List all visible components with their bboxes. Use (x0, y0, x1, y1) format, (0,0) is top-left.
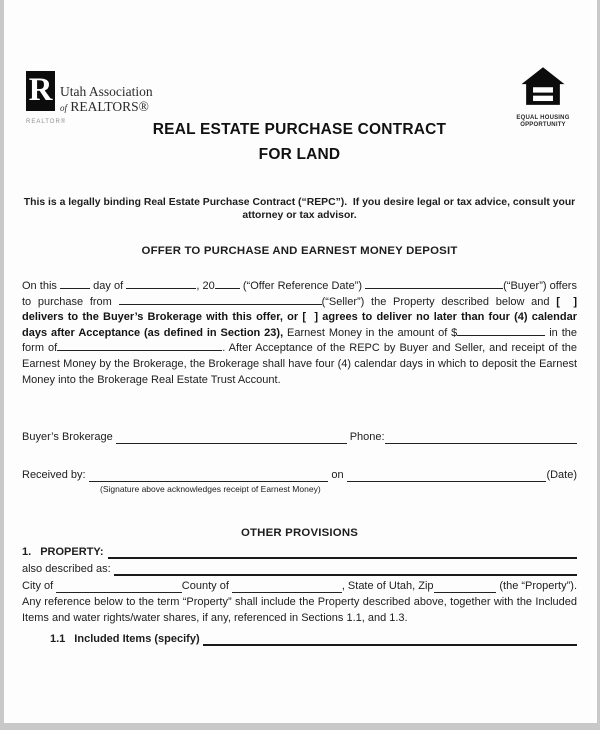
legal-notice: This is a legally binding Real Estate Purchase Contract (“REPC”). If you desire legal or tax advice, consult your attorney or tax advisor. (23, 197, 576, 221)
zip-blank[interactable] (434, 581, 497, 593)
brokerage-name-blank[interactable] (116, 432, 347, 444)
equal-housing-house-icon (520, 67, 566, 109)
offer-text: (“Buyer”) (503, 280, 547, 292)
offer-text: On this (22, 280, 57, 292)
offer-text-bold: agrees to deliver no later than four (4) calendar days after Acceptance (as defined in Section 23), (22, 311, 577, 339)
offer-text: Earnest Money in the amount of $ (287, 326, 458, 339)
received-by-label: Received by: (22, 469, 89, 482)
item1-number: 1. (22, 546, 32, 559)
also-described-row (22, 562, 577, 576)
earnest-amount-blank[interactable] (457, 326, 545, 336)
also-described-blank[interactable] (114, 564, 577, 576)
county-blank[interactable] (232, 581, 342, 593)
phone-label: Phone: (346, 431, 385, 444)
year-blank[interactable] (215, 279, 240, 289)
city-blank[interactable] (56, 581, 182, 593)
equal-housing-label: EQUAL HOUSING OPPORTUNITY (516, 115, 570, 128)
month-blank[interactable] (126, 279, 196, 289)
offer-text: offers to purchase from (22, 280, 577, 308)
realtor-org-name: Utah Association of REALTORS® (60, 84, 153, 114)
offer-text: . After Acceptance of the REPC by Buyer and Seller, and receipt of the Earnest Money by the Brokerage, the Brokerage shall have four (4) calendar days in which to deposit the Earnest Money into the Brokerage Real Estate Trust Account. (22, 342, 577, 386)
offer-text: day of (93, 280, 124, 292)
agrees-checkbox[interactable]: [ ] (302, 311, 319, 324)
item11-number: 1.1 (50, 633, 66, 646)
property-suffix-label: (the “Property”). (496, 580, 577, 593)
offer-text: in the form of (22, 326, 577, 355)
phone-blank[interactable] (385, 432, 577, 444)
payment-form-blank[interactable] (57, 341, 222, 351)
other-provisions-heading: OTHER PROVISIONS (240, 527, 359, 540)
signature-note: (Signature above acknowledges receipt of Earnest Money) (100, 484, 321, 495)
city-county-row (22, 579, 577, 593)
date-label: (Date) (546, 469, 577, 482)
offer-paragraph (22, 279, 577, 388)
received-signature-blank[interactable] (89, 470, 329, 482)
realtor-r-icon: R (26, 71, 55, 111)
received-row (22, 468, 577, 482)
offer-text-bold: delivers to the Buyer’s Brokerage with this offer, or (22, 311, 299, 324)
offer-text: (“Seller”) the Property described below and (321, 295, 550, 308)
offer-section-heading: OFFER TO PURCHASE AND EARNEST MONEY DEPOSIT (141, 245, 458, 257)
seller-name-blank[interactable] (119, 295, 322, 305)
brokerage-row (22, 430, 577, 444)
state-zip-label: , State of Utah, Zip (341, 580, 434, 593)
buyer-name-blank[interactable] (365, 279, 503, 289)
property-reference-text: Any reference below to the term “Property” shall include the Property described above, together with the Included Items and water rights/water shares, if any, referenced in Sections 1.1, and 1.3. (22, 596, 577, 624)
delivers-checkbox[interactable]: [ ] (556, 295, 577, 308)
also-described-label: also described as: (22, 563, 114, 576)
day-blank[interactable] (60, 279, 90, 289)
contract-page (4, 0, 597, 723)
realtor-caption: REALTOR® (26, 119, 67, 125)
property-row (22, 545, 577, 559)
offer-text: (“Offer Reference Date”) (242, 280, 363, 292)
brokerage-label: Buyer’s Brokerage (22, 431, 116, 444)
property-description-blank[interactable] (108, 547, 577, 559)
property-label: PROPERTY: (40, 546, 104, 559)
offer-text: , 20 (196, 280, 215, 292)
county-label: County of (181, 580, 232, 593)
included-items-blank[interactable] (203, 634, 577, 646)
page-header (22, 67, 577, 170)
received-date-blank[interactable] (347, 470, 547, 482)
included-items-label: Included Items (specify) (74, 633, 203, 646)
document-title: REAL ESTATE PURCHASE CONTRACT FOR LAND (152, 121, 447, 163)
city-label: City of (22, 580, 57, 593)
included-items-row (22, 632, 577, 646)
on-label: on (328, 469, 347, 482)
